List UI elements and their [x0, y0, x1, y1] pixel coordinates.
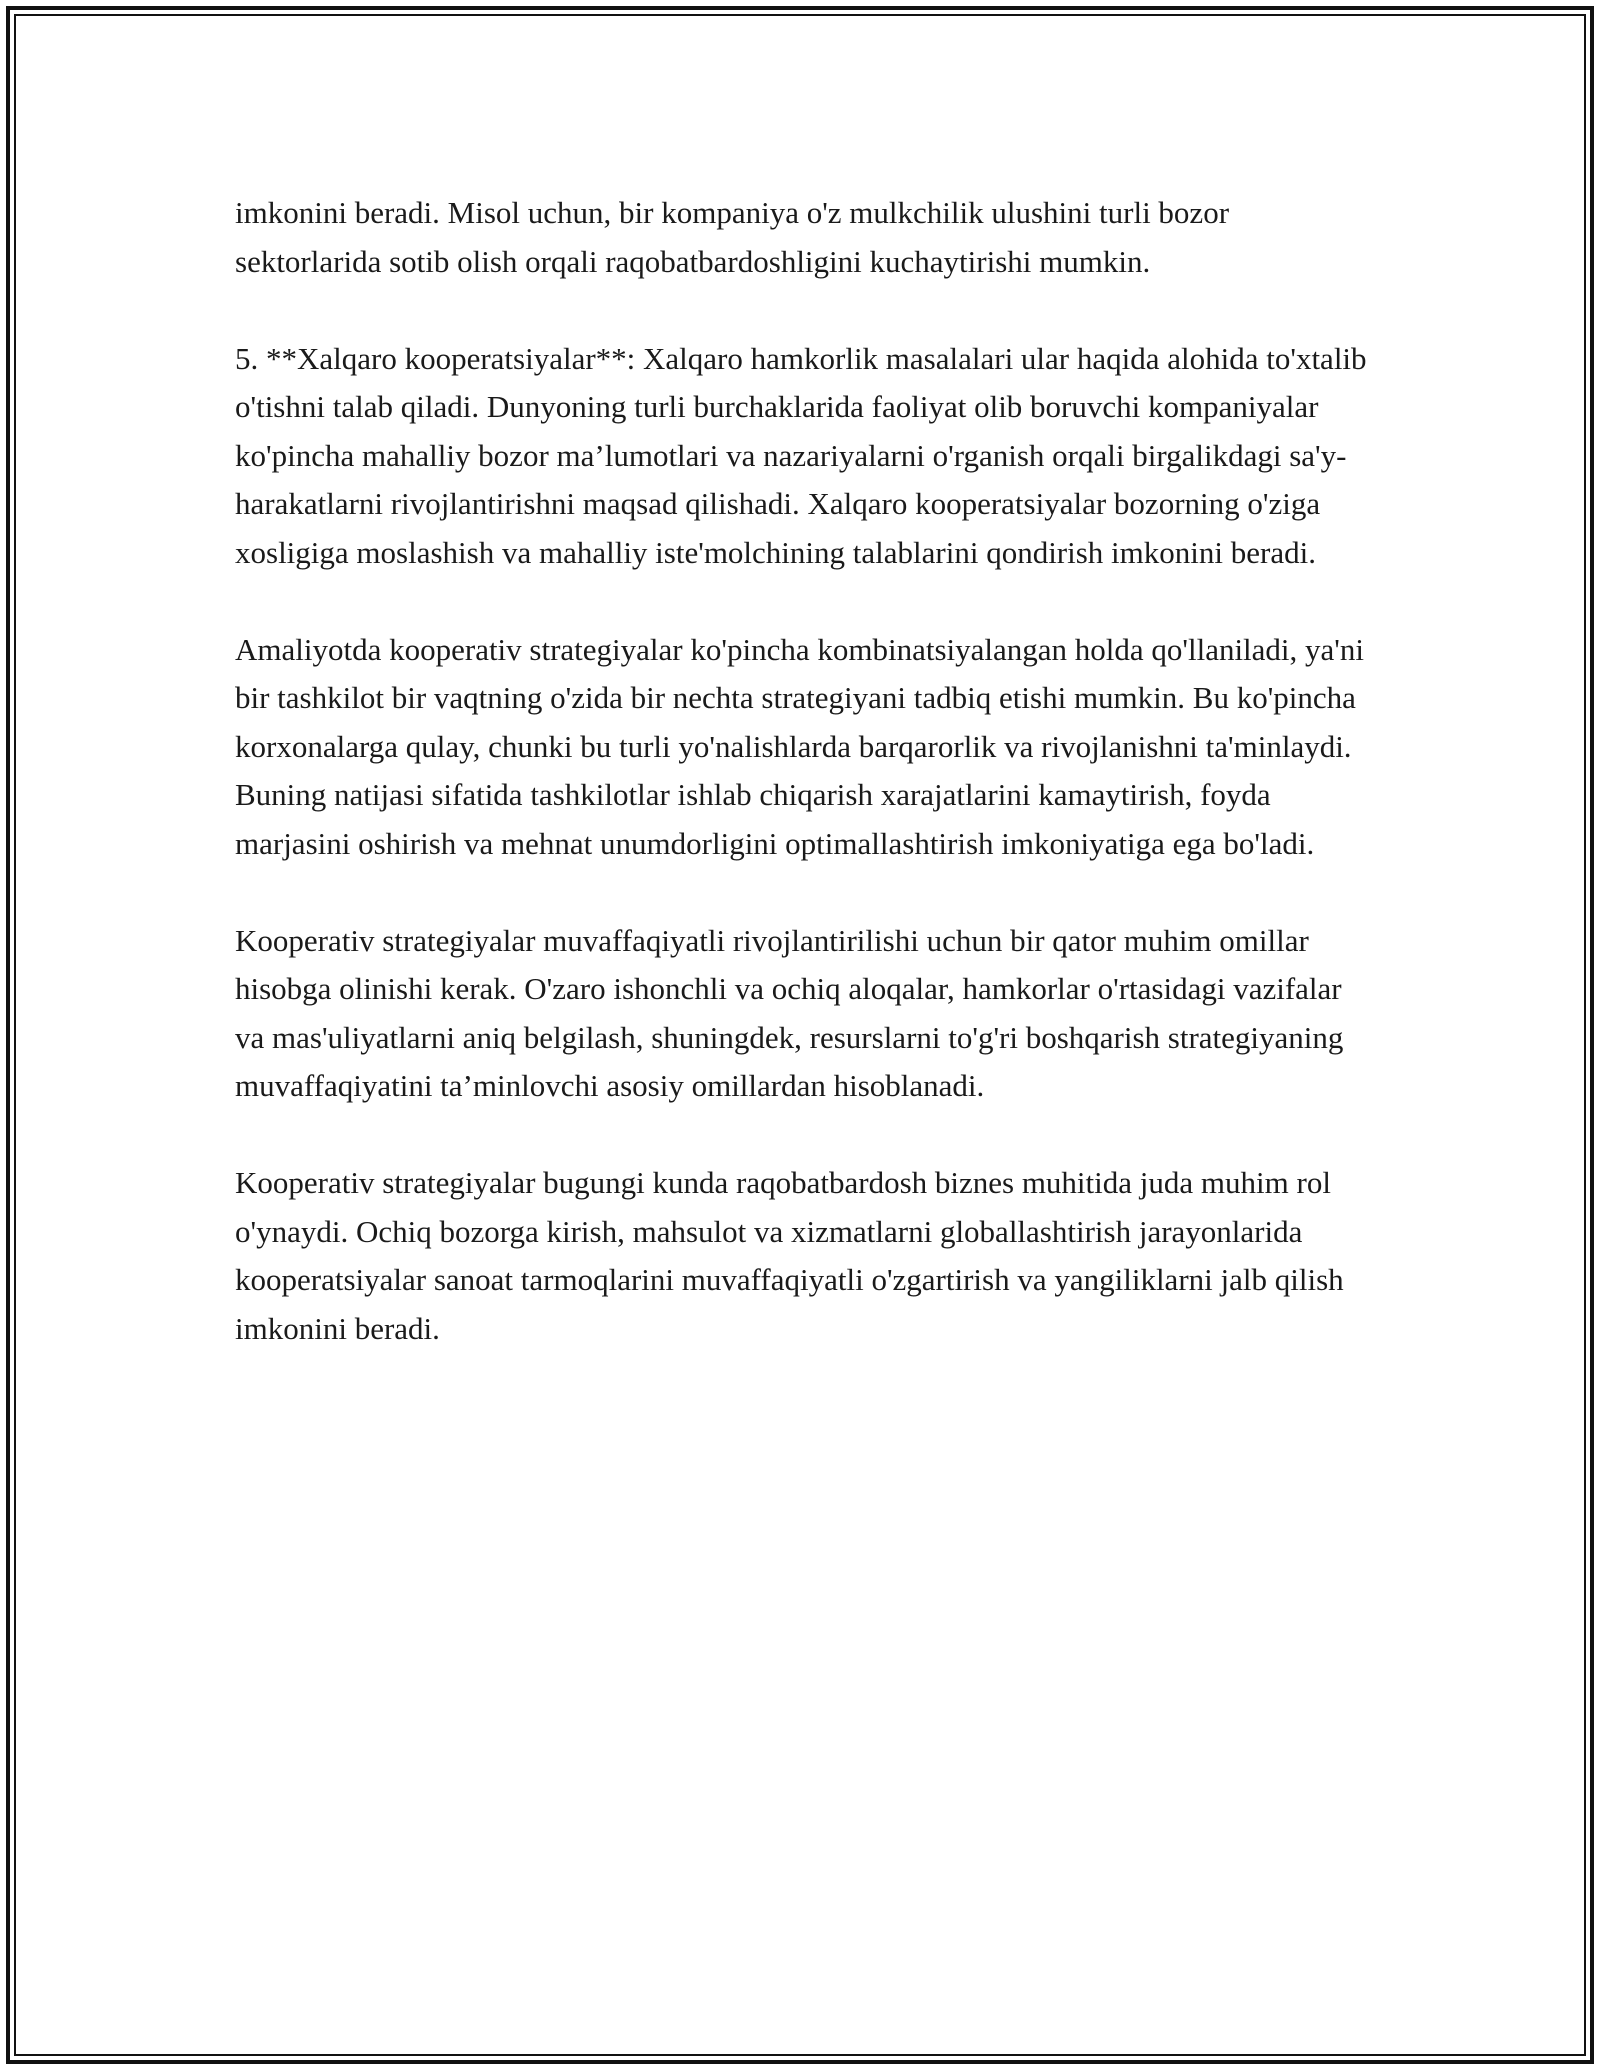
document-body: [235, 189, 1370, 1353]
paragraph-practice: Amaliyotda kooperativ strategiyalar ko'pincha kombinatsiyalangan holda qo'llaniladi, ya'ni bir tashkilot bir vaqtning o'zida bir nechta strategiyani tadbiq etishi mumkin. Bu ko'pincha korxonalarga qulay, chunki bu turli yo'nalishlarda barqarorlik va rivojlanishni ta'minlaydi. Buning natijasi sifatida tashkilotlar ishlab chiqarish xarajatlarini kamaytirish, foyda marjasini oshirish va mehnat unumdorligini optimallashtirish imkoniyatiga ega bo'ladi.: [235, 631, 1365, 861]
paragraph-success-factors: Kooperativ strategiyalar muvaffaqiyatli rivojlantirilishi uchun bir qator muhim omillar hisobga olinishi kerak. O'zaro ishonchli va ochiq aloqalar, hamkorlar o'rtasidagi vazifalar va mas'uliyatlarni aniq belgilash, shuningdek, resurslarni to'g'ri boshqarish strategiyaning muvaffaqiyatini ta’minlovchi asosiy omillardan hisoblanadi.: [235, 922, 1344, 1103]
paragraph-international-cooperation: 5. **Xalqaro kooperatsiyalar**: Xalqaro hamkorlik masalalari ular haqida alohida to'xtalib o'tishni talab qiladi. Dunyoning turli burchaklarida faoliyat olib boruvchi kompaniyalar ko'pincha mahalliy bozor ma’lumotlari va nazariyalarni o'rganish orqali birgalikdagi sa'y-harakatlarni rivojlantirishni maqsad qilishadi. Xalqaro kooperatsiyalar bozorning o'ziga xosligiga moslashish va mahalliy iste'molchining talablarini qondirish imkonini beradi.: [235, 340, 1367, 570]
paragraph-conclusion: Kooperativ strategiyalar bugungi kunda raqobatbardosh biznes muhitida juda muhim rol o'ynaydi. Ochiq bozorga kirish, mahsulot va xizmatlarni globallashtirish jarayonlarida kooperatsiyalar sanoat tarmoqlarini muvaffaqiyatli o'zgartirish va yangiliklarni jalb qilish imkonini beradi.: [235, 1165, 1344, 1346]
paragraph-continuation: imkonini beradi. Misol uchun, bir kompaniya o'z mulkchilik ulushini turli bozor sektorlarida sotib olish orqali raqobatbardoshligini kuchaytirishi mumkin.: [235, 195, 1230, 279]
